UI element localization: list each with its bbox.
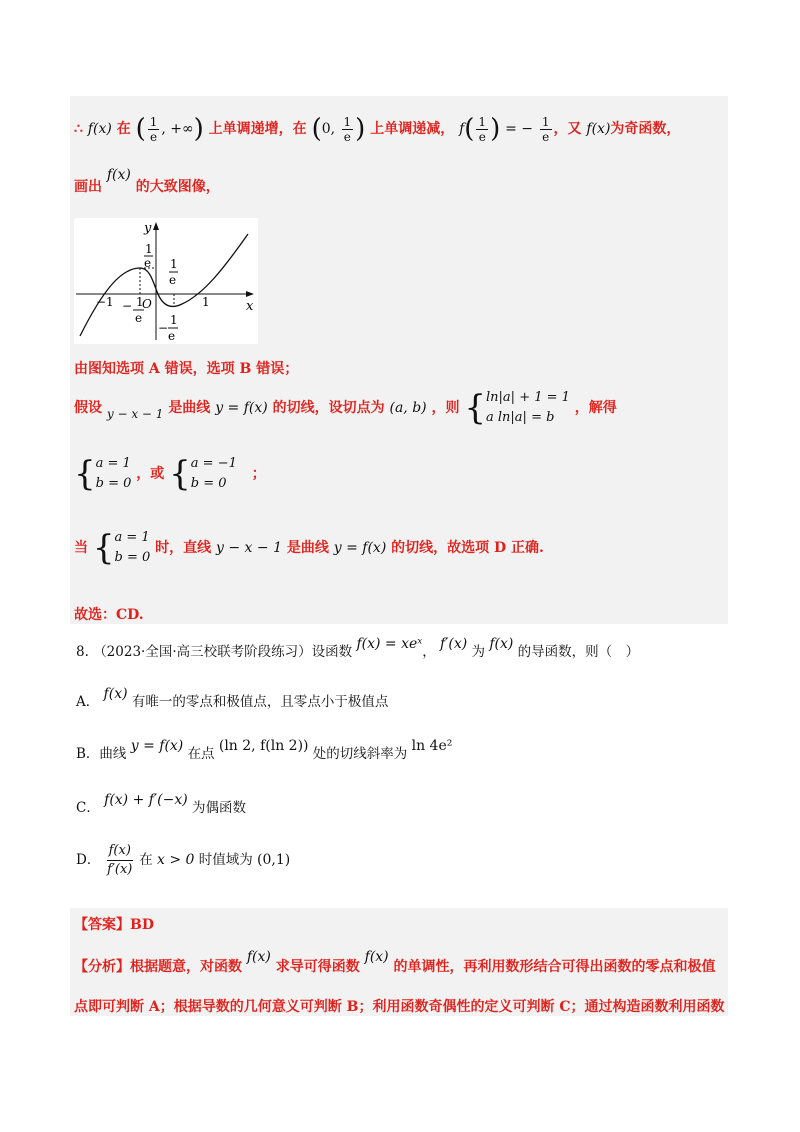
solution-box xyxy=(70,96,728,624)
text: 为奇函数， xyxy=(610,121,681,137)
text: 的切线，故选项 D 正确. xyxy=(391,540,544,556)
solution-line-6: 当 { a = 1 b = 0 时，直线 y − x − 1 是曲线 y = f(x) 的切线，故选项 D 正确. xyxy=(74,528,544,568)
xtick-neg-num: 1 xyxy=(136,295,144,309)
text: 画出 xyxy=(74,179,102,195)
text: ，则 xyxy=(431,400,460,416)
x-label: x xyxy=(246,299,254,314)
text: 处的切线斜率为 xyxy=(312,746,408,762)
xtick-frac-den: e xyxy=(169,273,177,287)
xtick-neg-minus: − xyxy=(122,299,133,313)
solution-line-5: { a = 1 b = 0 ，或 { a = −1 b = 0 ； xyxy=(74,454,266,494)
text: 是曲线 xyxy=(168,400,211,416)
question-number: 8. xyxy=(76,644,89,660)
math-line-eq: y − x − 1 xyxy=(106,407,164,421)
math-plus-inf: , +∞ xyxy=(161,121,194,137)
solution-line-2 xyxy=(74,167,220,196)
ytick-neg-den: e xyxy=(168,329,176,343)
tick-neg1: −1 xyxy=(96,295,114,309)
math-x-gt-0: x > 0 xyxy=(157,852,195,868)
math-f: f xyxy=(459,121,465,137)
text: 【分析】根据题意，对函数 xyxy=(74,959,242,975)
question-source: （2023·全国·高三校联考阶段练习）设函数 xyxy=(93,644,353,660)
tick-1: 1 xyxy=(202,295,210,309)
math-zero: 0, xyxy=(321,121,340,137)
text: 上单调递减， xyxy=(370,121,455,137)
text: 的导函数，则（ ） xyxy=(517,644,640,660)
option-d[interactable] xyxy=(76,842,290,879)
x-axis-arrow xyxy=(246,291,254,297)
option-label: D． xyxy=(76,852,101,868)
math-fx: f(x) xyxy=(246,949,271,965)
math-sum-expr: f(x) + f′(−x) xyxy=(104,792,188,808)
analysis-line-2: 点即可判断 A；根据导数的几何意义可判断 B；利用函数奇偶性的定义可判断 C；通过构造函数利用函数 xyxy=(74,999,725,1015)
math-curve-eq: y = f(x) xyxy=(333,540,387,556)
text: 在 xyxy=(139,852,153,868)
option-label: A． xyxy=(76,694,100,710)
answer-box xyxy=(70,908,728,1016)
analysis-line-1 xyxy=(74,949,716,976)
math-fx: f(x) xyxy=(103,686,128,702)
text: 在 xyxy=(116,121,131,137)
text: 当 xyxy=(74,540,88,556)
y-label: y xyxy=(144,221,152,236)
math-curve-eq: y = f(x) xyxy=(130,738,184,754)
text: 上单调递增，在 xyxy=(208,121,307,137)
graph-svg xyxy=(74,218,258,344)
option-b[interactable] xyxy=(76,738,453,762)
xtick-frac-num: 1 xyxy=(170,257,178,271)
math-fx: f(x) xyxy=(586,121,611,137)
math-fx: f(x) xyxy=(364,949,389,965)
text: ； xyxy=(251,466,266,482)
text: ，又 xyxy=(553,121,582,137)
equation-system-2: a = 1 b = 0 xyxy=(95,456,132,491)
text: 是曲线 xyxy=(286,540,329,556)
math-curve-eq: y = f(x) xyxy=(215,400,268,416)
text: 的大致图像， xyxy=(135,179,220,195)
ytick-neg-minus: − xyxy=(158,321,169,335)
math-line-eq: y − x − 1 xyxy=(216,540,282,556)
xtick-neg-den: e xyxy=(135,311,143,325)
text: 的单调性，再利用数形结合可得出函数的零点和极值 xyxy=(393,959,716,975)
option-a[interactable] xyxy=(76,686,389,710)
math-fx-prime: f′(x) xyxy=(440,636,468,652)
fraction-fx-over-fprime: $\frac{f(x)}{f'(x)}$ xyxy=(107,843,133,877)
equation-system-1: ln|a| + 1 = 1 a ln|a| = b xyxy=(486,390,570,425)
text: 时值域为 xyxy=(198,852,253,868)
therefore-symbol: ∴ xyxy=(74,121,83,137)
answer-line: 【答案】BD xyxy=(74,917,154,933)
y-axis-arrow xyxy=(153,222,159,230)
math-fx: f(x) xyxy=(106,167,131,183)
ytick-frac-den: e xyxy=(144,256,152,270)
fraction-1-over-e: $\frac{1}{e}$ xyxy=(541,114,550,144)
text: ，解得 xyxy=(574,400,617,416)
text: 的切线，设切点为 xyxy=(272,400,385,416)
solution-line-3: 由图知选项 A 错误，选项 B 错误； xyxy=(74,361,299,377)
solution-line-7: 故选：CD. xyxy=(74,607,144,623)
solution-line-1: ∴ f(x) 在 ( $\frac{1}{e}$ , +∞) 上单调递增，在 (0, $\frac{1}{e}$ ) 上单调递减， f( $\frac{1}{e}$ ) = − $\frac{1}{e}$ ，又 f(x)为奇函数， xyxy=(74,114,681,144)
text: 时，直线 xyxy=(155,540,212,556)
math-eq-minus: = − xyxy=(505,121,534,137)
option-label: C． xyxy=(76,800,100,816)
ytick-neg-num: 1 xyxy=(170,313,178,327)
text: 求导可得函数 xyxy=(275,959,360,975)
fraction-1-over-e: $\frac{1}{e}$ xyxy=(149,114,158,144)
option-text: 有唯一的零点和极值点，且零点小于极值点 xyxy=(131,694,389,710)
text: ，或 xyxy=(136,466,165,482)
math-slope: ln 4e² xyxy=(411,738,453,754)
fraction-1-over-e: $\frac{1}{e}$ xyxy=(343,114,352,144)
math-point-ln2: (ln 2, f(ln 2)) xyxy=(218,738,309,754)
solution-line-4: 假设 y − x − 1 是曲线 y = f(x) 的切线，设切点为 (a, b) ，则 { ln|a| + 1 = 1 a ln|a| = b ，解得 xyxy=(74,388,617,428)
ytick-frac-num: 1 xyxy=(145,242,153,256)
math-fx: f(x) xyxy=(87,121,112,137)
option-label: B．曲线 xyxy=(76,746,127,762)
math-fx: f(x) xyxy=(489,636,514,652)
math-def-fx: f(x) = xeˣ xyxy=(356,636,423,652)
equation-system-4: a = 1 b = 0 xyxy=(114,530,151,565)
question-8-stem: 8. （2023·全国·高三校联考阶段练习）设函数 f(x) = xeˣ， f′(x) 为 f(x) 的导函数，则（ ） xyxy=(76,636,640,660)
text: 为 xyxy=(471,644,486,660)
math-point-ab: (a, b) xyxy=(389,400,427,416)
math-interval: (0,1) xyxy=(257,852,291,868)
text: 假设 xyxy=(74,400,102,416)
origin-label: O xyxy=(142,297,152,311)
option-text: 为偶函数 xyxy=(191,800,246,816)
function-graph xyxy=(74,218,258,344)
equation-system-3: a = −1 b = 0 xyxy=(190,456,237,491)
text: 在点 xyxy=(187,746,215,762)
option-c[interactable] xyxy=(76,792,246,816)
fraction-1-over-e: $\frac{1}{e}$ xyxy=(478,114,487,144)
